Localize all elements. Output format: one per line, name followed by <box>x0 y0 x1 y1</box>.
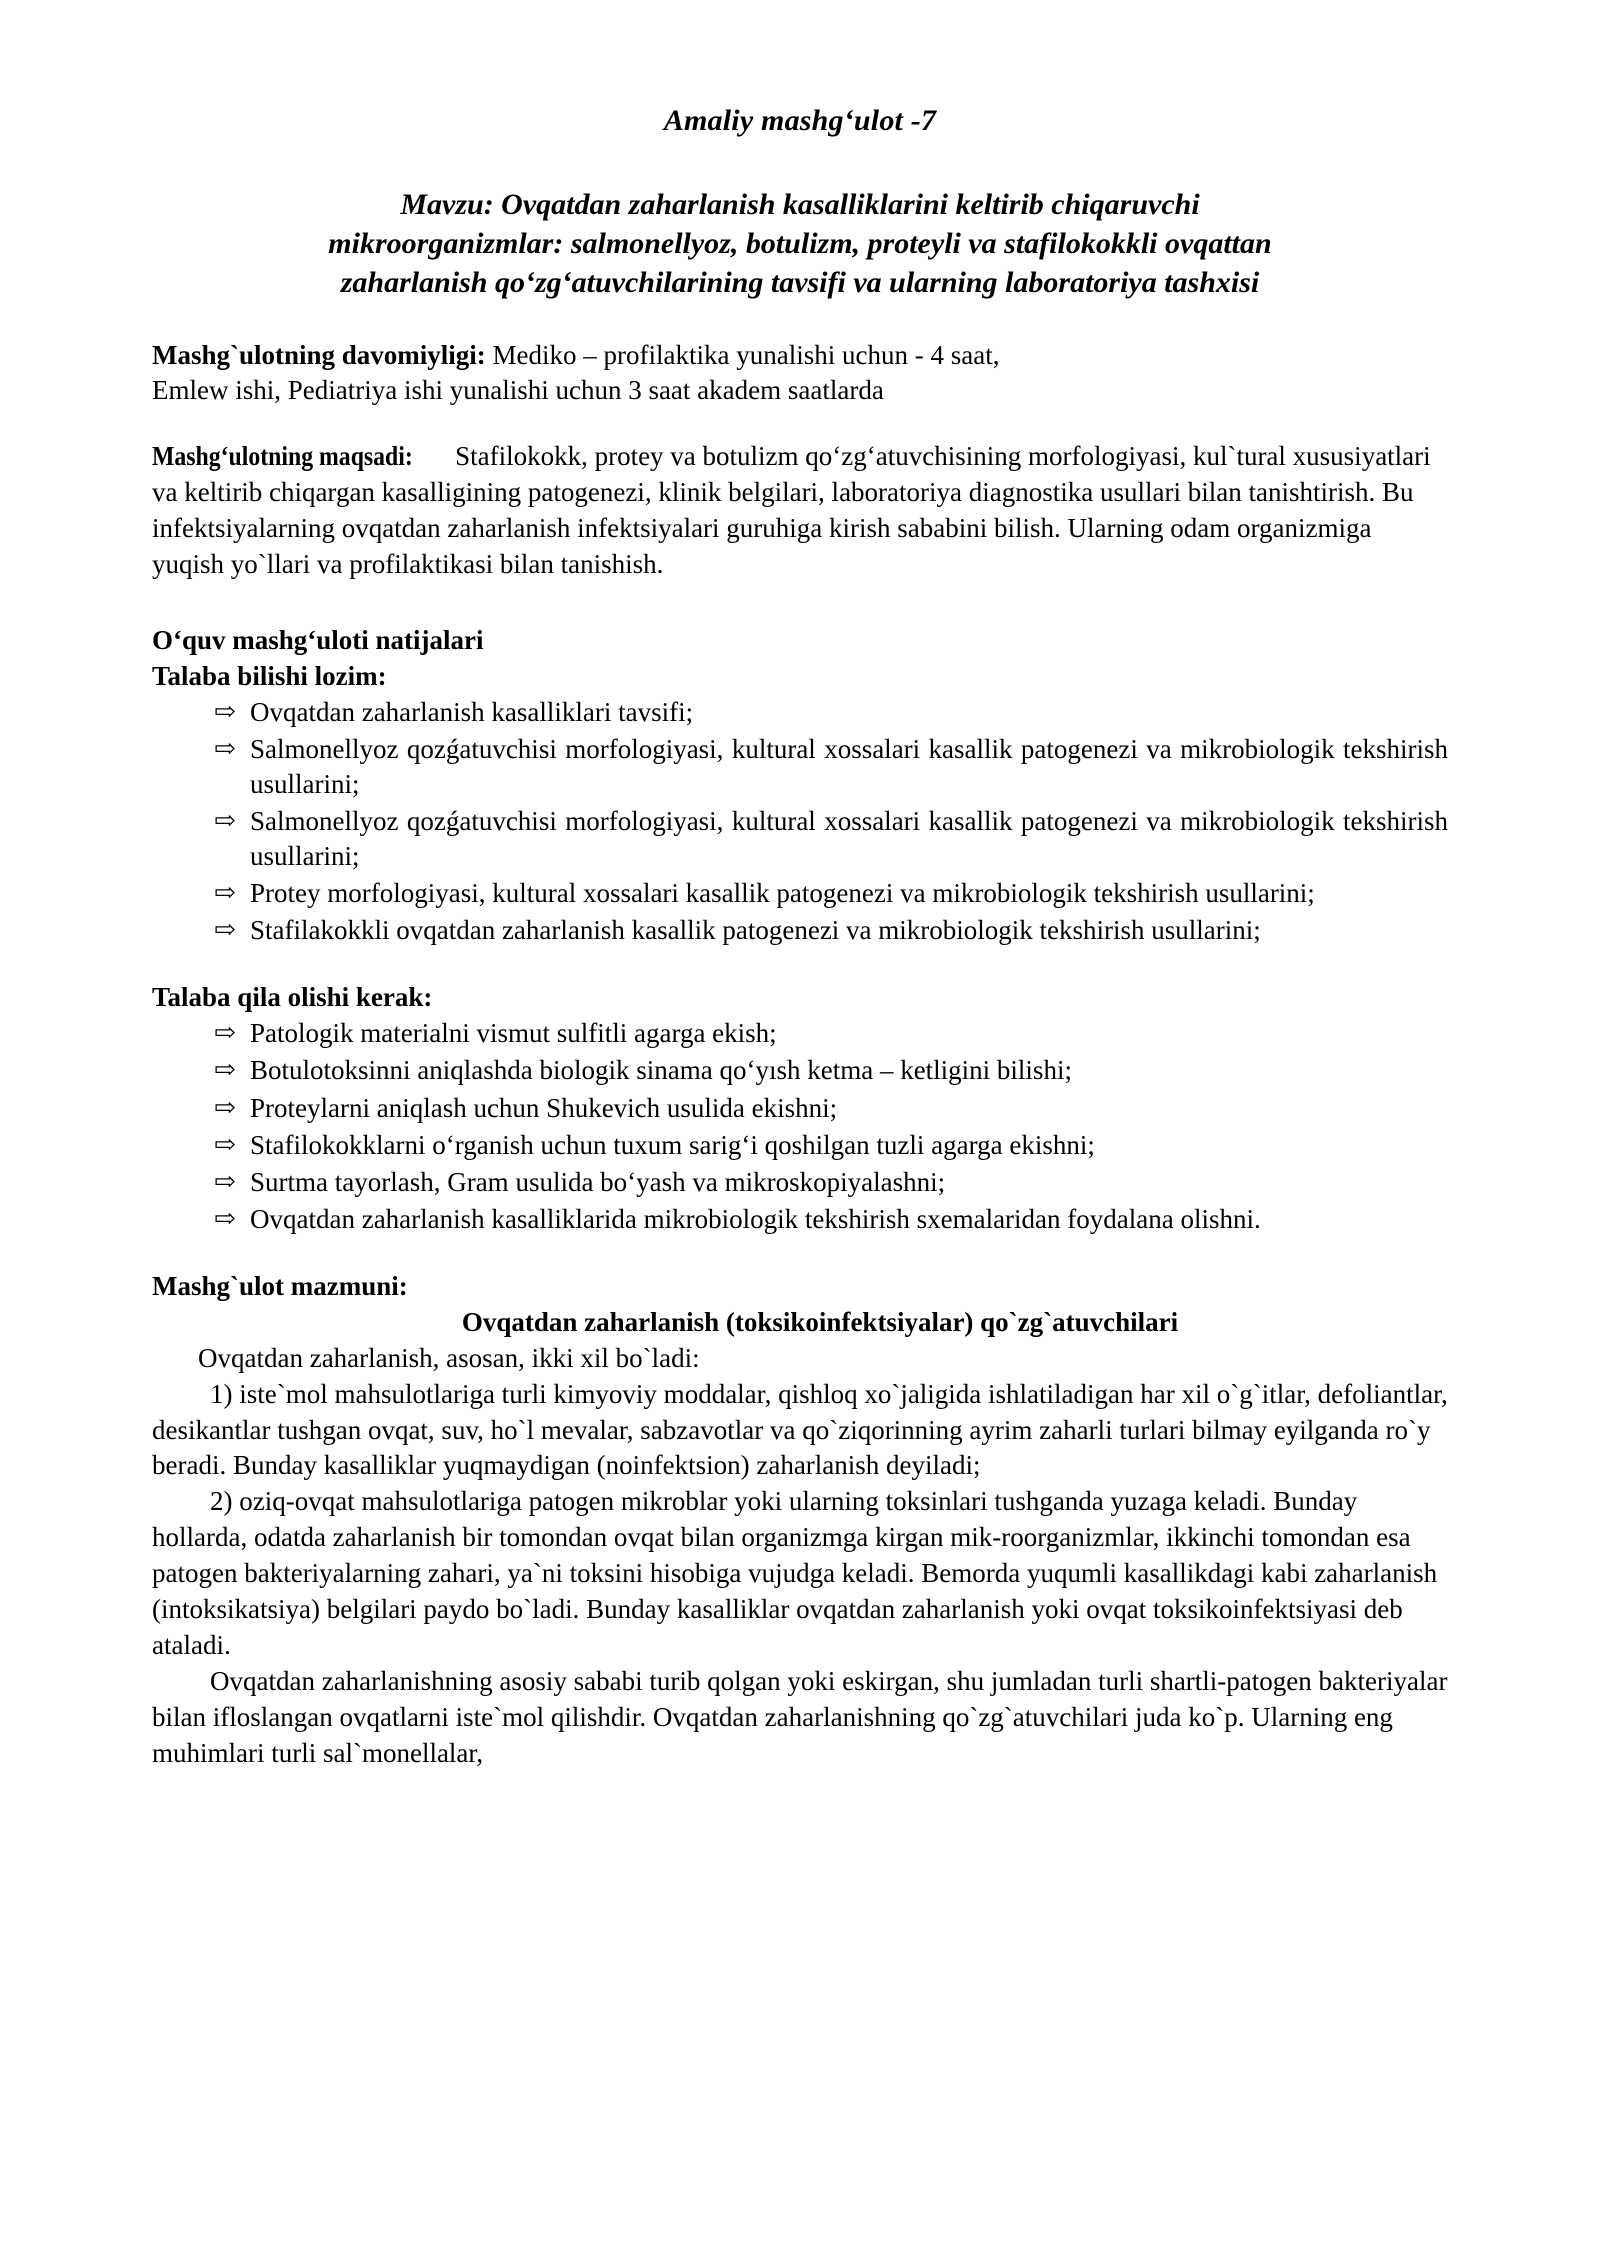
list-item <box>152 1016 1448 1051</box>
must-do-list <box>152 1016 1448 1237</box>
purpose-paragraph <box>152 439 1448 583</box>
document-subtitle <box>152 185 1448 302</box>
purpose-label: Mashg‘ulotning maqsadi: <box>152 441 413 472</box>
list-item <box>152 1202 1448 1237</box>
outcomes-heading: O‘quv mashg‘uloti natijalari <box>152 624 484 655</box>
list-item <box>152 732 1448 802</box>
purpose-text: Stafilokokk, protey va botulizm qo‘zg‘atuvchisining morfologiyasi, kul`tural xususiyatlari va keltirib chiqargan kasalligining patogenezi, klinik belgilari, laboratoriya diagnostika usullari bilan tanishtirish. Bu infektsiyalarning ovqatdan zaharlanish infektsiyalari guruhiga kirish sababini bilish. Ularning odam organizmiga yuqish yo`llari va profilaktikasi bilan tanishish. <box>152 441 1431 580</box>
arrow-bullet-icon: ⇨ <box>214 1092 236 1122</box>
arrow-bullet-icon: ⇨ <box>214 1203 236 1233</box>
duration-line-2: Emlew ishi, Pediatriya ishi yunalishi uchun 3 saat akadem saatlarda <box>152 375 884 406</box>
content-subheading: Ovqatdan zaharlanish (toksikoinfektsiyalar) qo`zg`atuvchilari <box>461 1306 1179 1337</box>
list-item-label: Stafilakokkli ovqatdan zaharlanish kasallik patogenezi va mikrobiologik tekshirish usullarini; <box>250 915 1261 946</box>
arrow-bullet-icon: ⇨ <box>214 915 236 945</box>
duration-line-1: Mediko – profilaktika yunalishi uchun - 4 saat, <box>485 339 1000 370</box>
subtitle-line-1: Mavzu: Ovqatdan zaharlanish kasalliklarini keltirib chiqaruvchi <box>400 187 1200 221</box>
spacer <box>152 1239 1448 1269</box>
content-heading: Mashg`ulot mazmuni: <box>152 1270 408 1301</box>
page-title: Amaliy mashg‘ulot -7 <box>663 104 937 137</box>
spacer <box>152 950 1448 980</box>
spacer <box>152 409 1448 439</box>
list-item-label: Ovqatdan zaharlanish kasalliklari tavsifi; <box>250 696 694 727</box>
list-item <box>152 876 1448 911</box>
arrow-bullet-icon: ⇨ <box>214 1166 236 1196</box>
arrow-bullet-icon: ⇨ <box>214 1018 236 1048</box>
content-paragraph-4: Ovqatdan zaharlanishning asosiy sababi turib qolgan yoki eskirgan, shu jumladan turli shartli-patogen bakteriyalar bilan ifloslangan ovqatlarni iste`mol qilishdir. Ovqatdan zaharlanishning qo`zg`atuvchilari juda ko`p. Ularning eng muhimlari turli sal`monellalar, <box>152 1665 1448 1768</box>
arrow-bullet-icon: ⇨ <box>214 1129 236 1159</box>
duration-label: Mashg`ulotning davomiyligi: <box>152 339 486 370</box>
must-do-heading: Talaba qila olishi kerak: <box>152 982 433 1013</box>
spacer <box>152 583 1448 623</box>
list-item-label: Surtma tayorlash, Gram usulida bo‘yash va mikroskopiyalashni; <box>250 1166 946 1197</box>
list-item <box>152 695 1448 730</box>
content-paragraph-1: Ovqatdan zaharlanish, asosan, ikki xil bo`ladi: <box>198 1342 700 1373</box>
duration-paragraph <box>152 338 1448 410</box>
arrow-bullet-icon: ⇨ <box>214 696 236 726</box>
list-item-label: Ovqatdan zaharlanish kasalliklarida mikrobiologik tekshirish sxemalaridan foydalana olishni. <box>250 1203 1261 1234</box>
arrow-bullet-icon: ⇨ <box>214 878 236 908</box>
arrow-bullet-icon: ⇨ <box>214 806 236 836</box>
arrow-bullet-icon: ⇨ <box>214 1055 236 1085</box>
arrow-bullet-icon: ⇨ <box>214 733 236 763</box>
content-paragraph-3: 2) oziq-ovqat mahsulotlariga patogen mikroblar yoki ularning toksinlari tushganda yuzaga keladi. Bunday hollarda, odatda zaharlanish bir tomondan ovqat bilan organizmga kirgan mik-roorganizmlar, ikkinchi tomondan esa patogen bakteriyalarning zahari, ya`ni toksini hisobiga vujudga keladi. Bemorda yuqumli kasallikdagi kabi zaharlanish (intoksikatsiya) belgilari paydo bo`ladi. Bunday kasalliklar ovqatdan zaharlanish yoki ovqat toksikoinfektsiyasi deb ataladi. <box>152 1486 1438 1660</box>
list-item-label: Proteylarni aniqlash uchun Shukevich usulida ekishni; <box>250 1092 838 1123</box>
subtitle-line-3: zaharlanish qo‘zg‘atuvchilarining tavsifi va ularning laboratoriya tashxisi <box>340 265 1260 299</box>
list-item <box>152 1053 1448 1088</box>
content-paragraph-2: 1) iste`mol mahsulotlariga turli kimyoviy moddalar, qishloq xo`jaligida ishlatiladigan har xil o`g`itlar, defoliantlar, desikantlar tushgan ovqat, suv, ho`l mevalar, sabzavotlar va qo`ziqorinning ayrim zaharli turlari bilmay eyilganda ro`y beradi. Bunday kasalliklar yuqmaydigan (noinfektsion) zaharlanish deyiladi; <box>152 1378 1448 1481</box>
list-item <box>152 804 1448 874</box>
list-item <box>152 1165 1448 1200</box>
list-item-label: Patologik materialni vismut sulfitli agarga ekish; <box>250 1018 777 1049</box>
list-item-label: Stafilokokklarni o‘rganish uchun tuxum sarig‘i qoshilgan tuzli agarga ekishni; <box>250 1129 1095 1160</box>
list-item <box>152 1091 1448 1126</box>
list-item <box>152 913 1448 948</box>
must-know-heading: Talaba bilishi lozim: <box>152 660 387 691</box>
list-item-label: Salmonellyoz qozǵatuvchisi morfologiyasi, kultural xossalari kasallik patogenezi va mikrobiologik tekshirish usullarini; <box>250 806 1448 872</box>
list-item-label: Botulotoksinni aniqlashda biologik sinama qo‘yısh ketma – ketligini bilishi; <box>250 1055 1072 1086</box>
subtitle-line-2: mikroorganizmlar: salmonellyoz, botulizm, proteyli va stafilokokkli ovqattan <box>328 226 1272 260</box>
list-item-label: Salmonellyoz qozǵatuvchisi morfologiyasi, kultural xossalari kasallik patogenezi va mikrobiologik tekshirish usullarini; <box>250 733 1448 799</box>
must-know-list <box>152 695 1448 949</box>
list-item <box>152 1128 1448 1163</box>
list-item-label: Protey morfologiyasi, kultural xossalari kasallik patogenezi va mikrobiologik tekshirish usullarini; <box>250 878 1315 909</box>
